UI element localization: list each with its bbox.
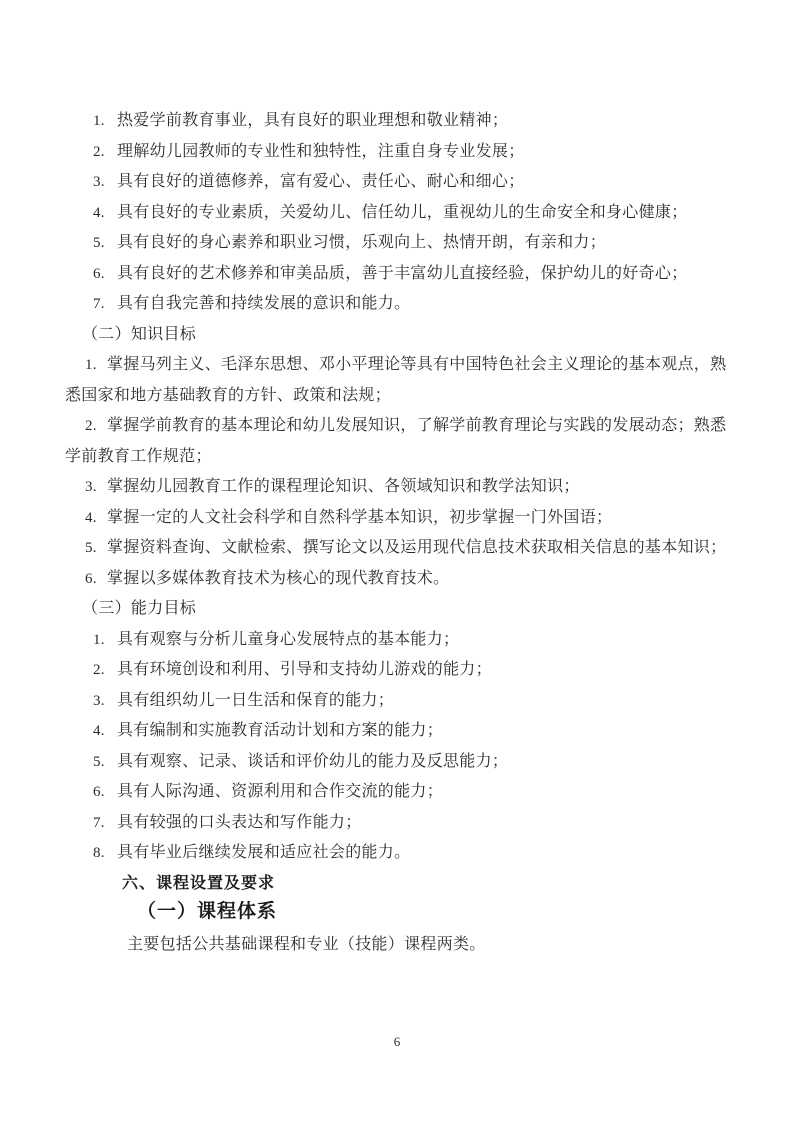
- list-item-line: [93, 263, 688, 285]
- list-item-number: 5.: [85, 540, 97, 556]
- list-item-line: [93, 781, 443, 803]
- list-item-number: 7.: [93, 814, 105, 831]
- list-item-line: [93, 720, 443, 742]
- list-item-text: 具有观察与分析儿童身心发展特点的基本能力；: [117, 630, 460, 648]
- list-item-number: 4.: [93, 723, 105, 739]
- list-item-text: 掌握马列主义、毛泽东思想、邓小平理论等具有中国特色社会主义理论的基本观点，熟: [107, 356, 727, 373]
- list-item-text: 理解幼儿园教师的专业性和独特性，注重自身专业发展；: [117, 142, 525, 160]
- list-item-continuation-line: 悉国家和地方基础教育的方针、政策和法规；: [65, 386, 392, 404]
- list-item-text: 具有观察、记录、谈话和评价幼儿的能力及反思能力；: [117, 752, 509, 770]
- list-item-line: [85, 476, 580, 498]
- list-item-number: 1.: [93, 113, 105, 129]
- list-item-number: 6.: [85, 570, 97, 587]
- list-item-text: 掌握学前教育的基本理论和幼儿发展知识，了解学前教育理论与实践的发展动态；熟悉: [107, 417, 727, 434]
- course-system-intro: 主要包括公共基础课程和专业（技能）课程两类。: [127, 935, 486, 953]
- list-item-number: 7.: [93, 296, 105, 312]
- list-item-number: 3.: [93, 692, 105, 709]
- list-item-text: 热爱学前教育事业，具有良好的职业理想和敬业精神；: [117, 112, 509, 129]
- list-item-text: 具有良好的道德修养，富有爱心、责任心、耐心和细心；: [117, 173, 525, 190]
- list-item-text: 具有良好的身心素养和职业习惯，乐观向上、热情开朗，有亲和力；: [117, 234, 607, 251]
- course-system-heading: （一）课程体系: [137, 901, 278, 922]
- list-item-number: 1.: [93, 631, 105, 648]
- list-item-text: 掌握以多媒体教育技术为核心的现代教育技术。: [107, 569, 450, 587]
- list-item-line: [93, 842, 410, 864]
- list-item-line: [85, 568, 449, 590]
- list-item-line: [93, 141, 525, 163]
- list-item-continuation-line: 学前教育工作规范；: [65, 447, 212, 465]
- list-item-line: [85, 537, 726, 559]
- list-item-text: 掌握一定的人文社会科学和自然科学基本知识，初步掌握一门外国语；: [107, 508, 613, 526]
- list-item-text: 具有较强的口头表达和写作能力；: [117, 813, 362, 831]
- list-item-line: [93, 659, 492, 681]
- list-item-text: 具有良好的专业素质，关爱幼儿、信任幼儿，重视幼儿的生命安全和身心健康；: [117, 203, 688, 221]
- list-item-number: 4.: [85, 509, 97, 526]
- page-number: 6: [393, 1034, 401, 1049]
- list-item-text: 掌握幼儿园教育工作的课程理论知识、各领域知识和教学法知识；: [107, 478, 580, 495]
- list-item-number: 5.: [93, 753, 105, 770]
- list-item-line: [85, 415, 726, 437]
- list-item-number: 4.: [93, 204, 105, 221]
- list-item-line: [93, 690, 394, 712]
- list-item-text: 具有环境创设和利用、引导和支持幼儿游戏的能力；: [117, 661, 492, 678]
- list-item-number: 2.: [93, 143, 105, 160]
- list-item-number: 2.: [85, 418, 97, 434]
- list-item-line: [93, 202, 688, 224]
- list-item-number: 6.: [93, 784, 105, 800]
- list-item-text: 具有毕业后继续发展和适应社会的能力。: [117, 844, 411, 861]
- list-item-number: 3.: [93, 174, 105, 190]
- list-item-number: 8.: [93, 845, 105, 861]
- list-item-line: [93, 171, 525, 193]
- list-item-line: [93, 751, 508, 773]
- list-item-text: 具有编制和实施教育活动计划和方案的能力；: [117, 722, 444, 739]
- list-item-text: 具有良好的艺术修养和审美品质，善于丰富幼儿直接经验，保护幼儿的好奇心；: [117, 264, 688, 282]
- list-item-number: 3.: [85, 479, 97, 495]
- list-item-line: [93, 629, 459, 651]
- list-item-number: 2.: [93, 662, 105, 678]
- list-item-line: [93, 232, 606, 254]
- list-item-line: [93, 110, 508, 132]
- list-item-line: [93, 812, 362, 834]
- list-item-text: 具有人际沟通、资源利用和合作交流的能力；: [117, 783, 444, 800]
- list-item-number: 6.: [93, 265, 105, 282]
- knowledge-goal-heading: （二）知识目标: [82, 325, 197, 343]
- list-item-line: [85, 507, 612, 529]
- course-setting-heading: 六、课程设置及要求: [122, 874, 276, 892]
- list-item-number: 5.: [93, 235, 105, 251]
- list-item-line: [85, 354, 726, 376]
- list-item-text: 具有自我完善和持续发展的意识和能力。: [117, 295, 411, 312]
- ability-goal-heading: （三）能力目标: [82, 600, 197, 617]
- list-item-number: 1.: [85, 357, 97, 373]
- list-item-text: 掌握资料查询、文献检索、撰写论文以及运用现代信息技术获取相关信息的基本知识；: [107, 539, 727, 556]
- list-item-text: 具有组织幼儿一日生活和保育的能力；: [117, 691, 395, 709]
- list-item-line: [93, 293, 410, 315]
